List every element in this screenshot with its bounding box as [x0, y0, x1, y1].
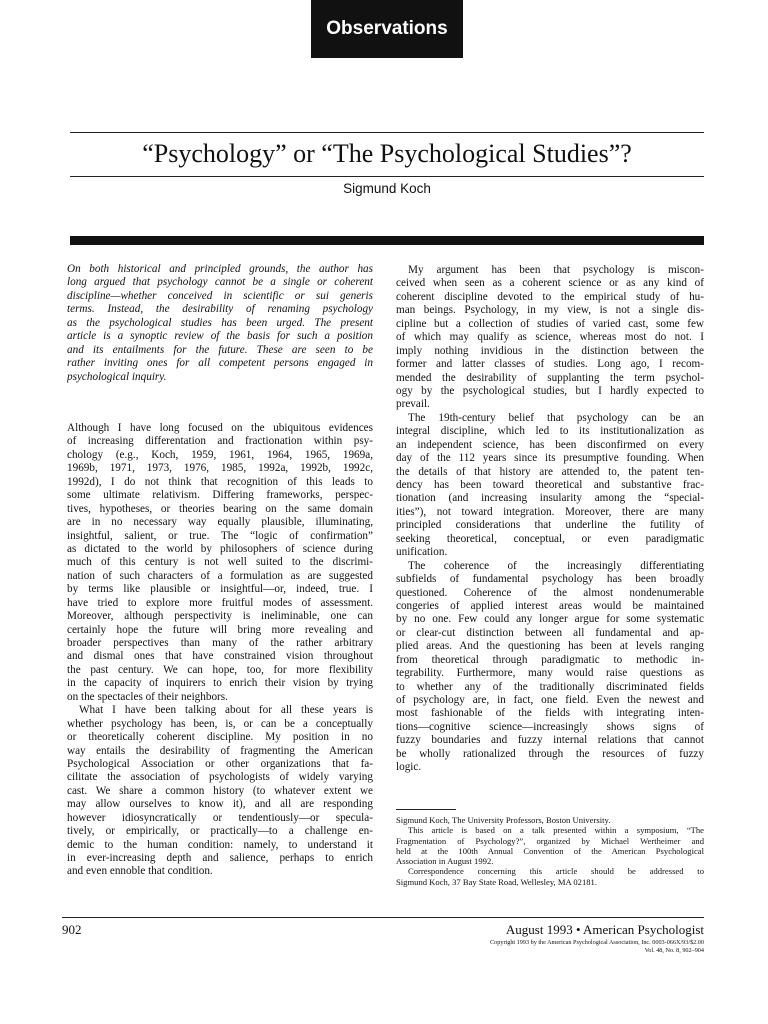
text-line: rather inviting ones for all competent persons engaged in: [67, 357, 373, 370]
text-line: Association in August 1992.: [396, 856, 494, 867]
text-line: prevail.: [396, 398, 430, 411]
text-line: congeries of applied interest areas would be maintained: [396, 599, 704, 612]
article-title: “Psychology” or “The Psychological Studies”?: [142, 139, 632, 168]
abstract: [67, 263, 373, 384]
text-line: terms. Instead, the desirability of renaming psychology: [67, 303, 373, 316]
top-rule: [70, 132, 704, 133]
text-line: as dictated to the world by philosophers of science during: [67, 542, 373, 555]
text-line: day of the 112 years since its presumptive founding. When: [396, 452, 704, 465]
text-line: or theoretically coherent discipline. My position in no: [67, 731, 373, 744]
text-line: coherent discipline devoted to the empirical study of hu-: [396, 290, 704, 303]
footnote-rule: [396, 809, 456, 810]
author-name: Sigmund Koch: [343, 181, 431, 196]
text-line: the past century. We can hope, too, for more flexibility: [67, 663, 373, 676]
text-line: man beings. Psychology, in my view, is not a single dis-: [396, 304, 704, 317]
text-line: subfields of fundamental psychology has been broadly: [396, 573, 704, 586]
text-line: are in no necessary way equally plausible, illuminating,: [67, 516, 373, 529]
text-line: the details of that history are attended to, the patent ten-: [396, 465, 704, 478]
section-tab: Observations: [311, 0, 463, 58]
text-line: by no one. Few could any longer argue for some systematic: [396, 613, 704, 626]
text-line: an independent science, has been disconfirmed on every: [396, 438, 704, 451]
text-line: long argued that psychology cannot be a single or coherent: [67, 276, 373, 289]
text-line: The 19th-century belief that psychology can be an: [408, 411, 704, 424]
text-line: be wholly rationalized through the resources of fuzzy: [396, 747, 704, 760]
text-line: unification.: [396, 546, 448, 559]
text-line: some ultimate relativism. Differing frameworks, perspec-: [67, 489, 373, 502]
text-line: tives, hypotheses, or theories bearing on the same domain: [67, 502, 373, 515]
text-line: 1992d), I do not think that recognition of this leads to: [67, 475, 373, 488]
text-line: or clear-cut distinction between all fundamental and ap-: [396, 626, 704, 639]
text-line: discipline—whether conceived in scientific or sui generis: [67, 289, 373, 302]
text-line: in the capacity of inquirers to enrich their vision by trying: [67, 677, 373, 690]
text-line: imply nothing invidious in the distinction between the: [396, 344, 704, 357]
text-line: in ever-increasing depth and salience, perhaps to enrich: [67, 852, 373, 864]
author-footnote: [396, 815, 704, 887]
text-line: My argument has been that psychology is miscon-: [408, 264, 704, 276]
text-line: of which may qualify as science, whereas most do not. I: [396, 331, 704, 344]
text-line: ceived when seen as a coherent science or as any kind of: [396, 277, 704, 290]
volume-line: Vol. 48, No. 8, 902–904: [644, 946, 704, 954]
text-line: article is a synoptic review of the basis for such a position: [67, 330, 373, 343]
text-line: from theoretical through paradigmatic to methodic in-: [396, 653, 704, 666]
text-line: certainly hope the future will bring more revealing and: [67, 623, 373, 636]
text-line: integral discipline, which led to its institutionalization as: [396, 425, 704, 438]
text-line: psychological inquiry.: [67, 370, 167, 383]
text-line: Although I have long focused on the ubiquitous evidences: [67, 422, 373, 434]
text-line: On both historical and principled grounds, the author has: [67, 263, 373, 275]
text-line: tively, or empirically, or practically—to a challenge en-: [67, 825, 373, 838]
text-line: former and latter classes of studies. Long ago, I recom-: [396, 358, 704, 371]
text-line: tegrability. Furthermore, many would raise questions as: [396, 667, 704, 680]
page-number: 902: [62, 922, 82, 937]
text-line: may allow ourselves to know it), and all are responding: [67, 798, 373, 811]
text-line: cast. We share a common history (to whatever extent we: [67, 784, 373, 797]
text-line: dency has been toward theoretical and substantive frac-: [396, 479, 704, 491]
text-line: Fragmentation of Psychology?”, organized by Michael Wertheimer and: [396, 835, 704, 846]
text-line: cilitate the association of psychologists of widely varying: [67, 771, 373, 784]
journal-citation: August 1993 • American Psychologist: [505, 922, 704, 937]
text-line: questioned. Coherence of the almost nondenumerable: [396, 586, 704, 599]
text-line: mended the desirability of supplanting the term psychol-: [396, 371, 704, 384]
text-line: have tried to explore more fruitful modes of assessment.: [67, 596, 373, 609]
text-line: The coherence of the increasingly differentiating: [408, 559, 704, 572]
text-line: and its entailments for the future. These are seen to be: [67, 343, 373, 356]
text-line: Sigmund Koch, 37 Bay State Road, Wellesley, MA 02181.: [396, 876, 598, 887]
text-line: Psychological Association or other organizations that fa-: [67, 757, 373, 770]
text-line: nation of such characters of a formulation as are suggested: [67, 569, 373, 582]
text-line: cipline but a collection of studies of varied cast, some few: [396, 317, 704, 330]
text-line: chology (e.g., Koch, 1959, 1961, 1964, 1965, 1969a,: [67, 448, 373, 461]
text-line: Moreover, although perspectivity is ineliminable, one can: [67, 610, 373, 623]
text-line: Sigmund Koch, The University Professors, Boston University.: [396, 815, 611, 825]
text-line: What I have been talking about for all these years is: [79, 704, 373, 717]
text-line: demic to the human condition: namely, to understand it: [67, 838, 373, 851]
text-line: most fashionable of the fields with integrating inten-: [396, 707, 704, 720]
text-line: and even ennoble that condition.: [67, 865, 213, 878]
body-column-left: [67, 422, 373, 879]
text-line: tionation (and increasing insularity among the “special-: [396, 492, 704, 505]
text-line: ities”), not toward integration. Moreover, there are many: [396, 505, 704, 518]
text-line: much of this century is not well suited to the discrimi-: [67, 556, 373, 569]
text-line: insightful, salient, or true. The “logic of confirmation”: [67, 529, 373, 542]
text-line: by terms like plausible or insightful—or, indeed, true. I: [67, 583, 373, 596]
body-column-right: [396, 264, 704, 775]
copyright-line: Copyright 1993 by the American Psychological Association, Inc. 0003-066X/93/$2.00: [490, 939, 704, 946]
title-rule: [70, 176, 704, 177]
text-line: held at the 100th Annual Convention of the American Psychological: [396, 845, 704, 856]
text-line: of psychology are, in fact, one field. Even the newest and: [396, 694, 704, 706]
text-line: of increasing differentation and fractionation within psy-: [67, 435, 373, 448]
text-line: as the psychological studies has been urged. The present: [67, 316, 373, 329]
text-line: 1969b, 1971, 1973, 1976, 1985, 1992a, 1992b, 1992c,: [67, 462, 373, 475]
footer-rule: [62, 917, 704, 918]
copyright-notice: [490, 939, 704, 954]
text-line: logic.: [396, 761, 422, 774]
text-line: fuzzy boundaries and fuzzy internal relations that cannot: [396, 734, 704, 747]
text-line: principled considerations that underline the futility of: [396, 519, 704, 532]
text-line: This article is based on a talk presented within a symposium, “The: [408, 825, 704, 836]
heavy-rule: [70, 236, 704, 245]
text-line: seeking theoretical, conceptual, or even paradigmatic: [396, 532, 704, 545]
text-line: whether psychology has been, is, or can be a conceptually: [67, 717, 373, 730]
text-line: tions—cognitive science—increasingly shows signs of: [396, 720, 704, 733]
text-line: way entails the desirability of fragmenting the American: [67, 744, 373, 757]
text-line: ogy by the psychological studies, but I hardly expected to: [396, 384, 704, 397]
text-line: and dismal ones that have constrained vision throughout: [67, 650, 373, 663]
text-line: broader perspectives than many of the rather arbitrary: [67, 637, 373, 649]
text-line: however idiosyncratically or tendentiously—or specula-: [67, 811, 373, 824]
text-line: to whether any of the traditionally discriminated fields: [396, 680, 704, 693]
text-line: plied areas. And the questioning has been at levels ranging: [396, 640, 704, 653]
text-line: on the spectacles of their neighbors.: [67, 690, 228, 703]
text-line: Correspondence concerning this article should be addressed to: [408, 866, 704, 877]
